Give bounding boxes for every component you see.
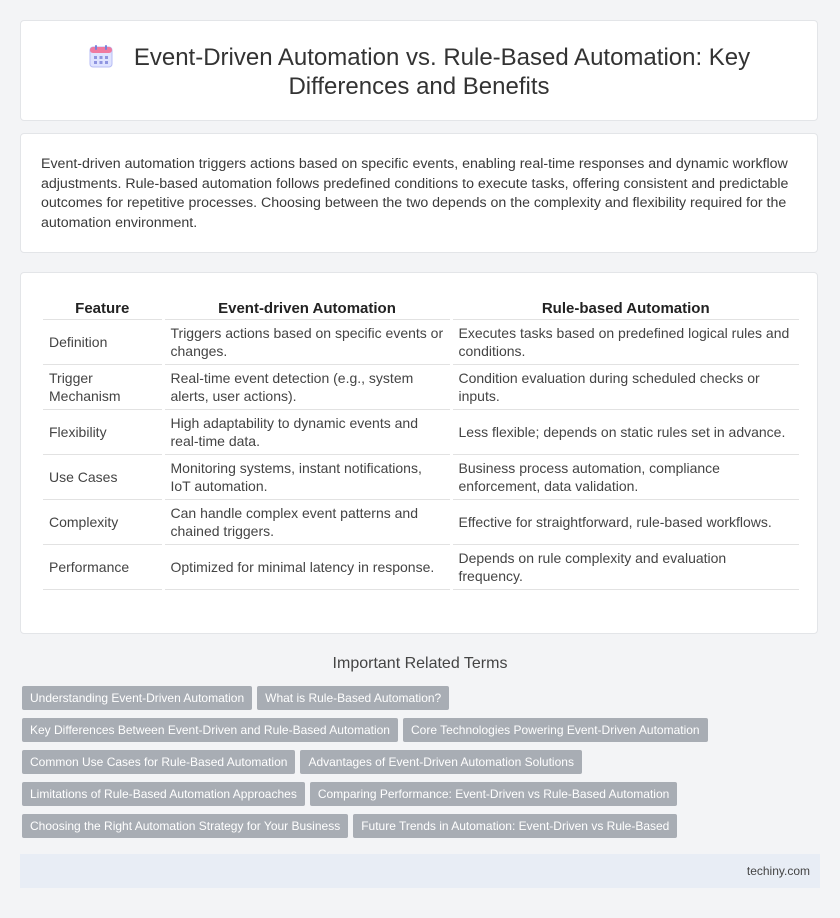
table-row [43, 545, 799, 590]
page-title [81, 43, 757, 101]
related-term-tag[interactable]: What is Rule-Based Automation? [257, 686, 449, 710]
rule-based-cell: Effective for straightforward, rule-based workflows. [451, 500, 799, 545]
related-term-tag[interactable]: Key Differences Between Event-Driven and Rule-Based Automation [22, 718, 398, 742]
calendar-icon [88, 43, 114, 69]
feature-cell: Complexity [43, 500, 163, 545]
related-terms-heading: Important Related Terms [332, 655, 508, 672]
comparison-card [20, 272, 818, 634]
event-driven-cell: Triggers actions based on specific events or changes. [163, 320, 451, 365]
event-driven-cell: Can handle complex event patterns and chained triggers. [163, 500, 451, 545]
table-header-row [43, 295, 799, 320]
table-row [43, 365, 799, 410]
rule-based-cell: Less flexible; depends on static rules set in advance. [451, 410, 799, 455]
tag-row [22, 686, 812, 718]
header-rule-based: Rule-based Automation [451, 295, 799, 320]
event-driven-cell: Optimized for minimal latency in response. [163, 545, 451, 590]
event-driven-cell: High adaptability to dynamic events and real-time data. [163, 410, 451, 455]
rule-based-cell: Condition evaluation during scheduled checks or inputs. [451, 365, 799, 410]
related-terms-list [22, 686, 812, 846]
feature-cell: Performance [43, 545, 163, 590]
tag-row [22, 814, 812, 846]
comparison-table [43, 295, 799, 590]
feature-cell: Flexibility [43, 410, 163, 455]
related-term-tag[interactable]: Understanding Event-Driven Automation [22, 686, 252, 710]
related-term-tag[interactable]: Future Trends in Automation: Event-Driven vs Rule-Based [353, 814, 677, 838]
header-feature: Feature [43, 295, 163, 320]
footer-site-link[interactable]: techiny.com [746, 864, 810, 878]
related-term-tag[interactable]: Comparing Performance: Event-Driven vs Rule-Based Automation [310, 782, 678, 806]
related-term-tag[interactable]: Choosing the Right Automation Strategy for Your Business [22, 814, 348, 838]
title-card [20, 20, 818, 121]
rule-based-cell: Depends on rule complexity and evaluation frequency. [451, 545, 799, 590]
feature-cell: Definition [43, 320, 163, 365]
page-title-text: Event-Driven Automation vs. Rule-Based Automation: Key Differences and Benefits [133, 44, 751, 100]
related-term-tag[interactable]: Advantages of Event-Driven Automation Solutions [300, 750, 582, 774]
footer [20, 854, 820, 888]
feature-cell: Use Cases [43, 455, 163, 500]
header-event-driven: Event-driven Automation [163, 295, 451, 320]
feature-cell: Trigger Mechanism [43, 365, 163, 410]
related-term-tag[interactable]: Limitations of Rule-Based Automation Approaches [22, 782, 305, 806]
related-term-tag[interactable]: Common Use Cases for Rule-Based Automation [22, 750, 295, 774]
table-row [43, 410, 799, 455]
tag-row [22, 750, 812, 782]
rule-based-cell: Business process automation, compliance enforcement, data validation. [451, 455, 799, 500]
event-driven-cell: Real-time event detection (e.g., system alerts, user actions). [163, 365, 451, 410]
rule-based-cell: Executes tasks based on predefined logical rules and conditions. [451, 320, 799, 365]
table-row [43, 500, 799, 545]
table-row [43, 455, 799, 500]
tag-row [22, 718, 812, 750]
intro-card [20, 133, 818, 253]
intro-paragraph: Event-driven automation triggers actions based on specific events, enabling real-time responses and dynamic workflow adjustments. Rule-based automation follows predefined conditions to execute tasks, offering consistent and predictable outcomes for repetitive processes. Choosing between the two depends on the complexity and flexibility required for the automation environment. [41, 156, 789, 231]
related-term-tag[interactable]: Core Technologies Powering Event-Driven Automation [403, 718, 708, 742]
tag-row [22, 782, 812, 814]
event-driven-cell: Monitoring systems, instant notifications, IoT automation. [163, 455, 451, 500]
table-row [43, 320, 799, 365]
